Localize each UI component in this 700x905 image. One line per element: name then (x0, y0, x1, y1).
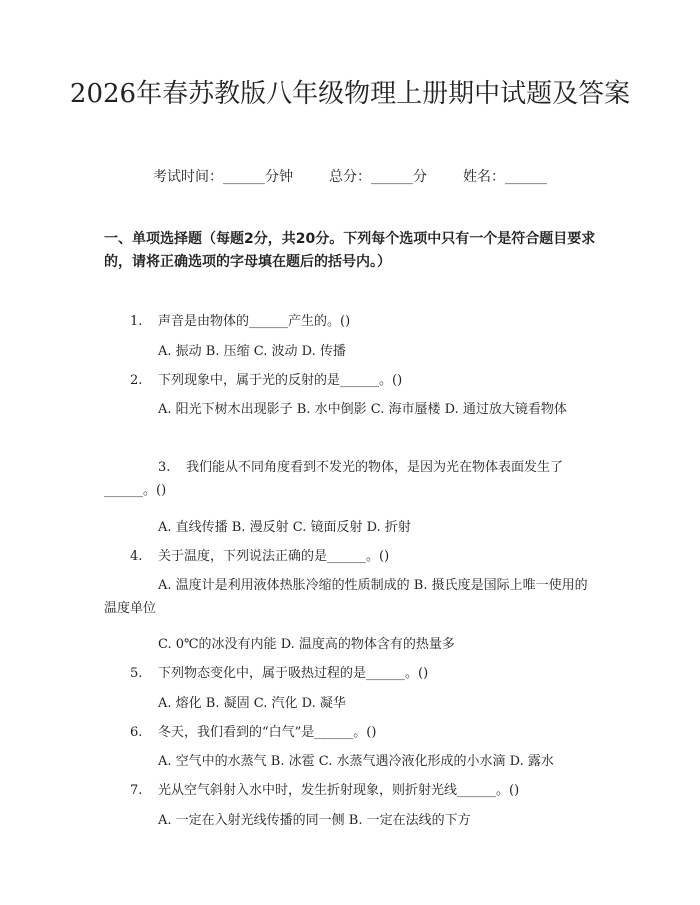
question-4-options-2: C. 0℃的冰没有内能 D. 温度高的物体含有的热量多 (158, 637, 455, 652)
question-text: 声音是由物体的______产生的。() (158, 314, 351, 329)
question-number: 1. (130, 314, 143, 329)
question-number: 5. (130, 666, 143, 681)
question-4 (104, 545, 598, 568)
question-text: 我们能从不同角度看到不发光的物体，是因为光在物体表面发生了______。() (104, 460, 564, 498)
question-5-options: A. 熔化 B. 凝固 C. 汽化 D. 凝华 (158, 696, 346, 711)
question-6-options: A. 空气中的水蒸气 B. 冰雹 C. 水蒸气遇冷液化形成的小水滴 D. 露水 (158, 754, 554, 769)
exam-time: 考试时间：______分钟 (153, 169, 293, 185)
question-7 (104, 779, 598, 802)
question-number: 6. (130, 725, 143, 740)
question-7-options: A. 一定在入射光线传播的同一侧 B. 一定在法线的下方 (158, 813, 471, 828)
question-text: 下列现象中，属于光的反射的是______。() (158, 373, 403, 388)
question-number: 7. (130, 783, 143, 798)
question-text: 冬天，我们看到的“白气”是______。() (158, 725, 377, 740)
question-text: 光从空气斜射入水中时，发生折射现象，则折射光线______。() (158, 783, 520, 798)
exam-name: 姓名：______ (463, 169, 547, 185)
section-heading: 一、单项选择题（每题2分，共20分。下列每个选项中只有一个是符合题目要求的，请将正确选项的字母填在题后的括号内。） (104, 231, 596, 270)
question-2-options: A. 阳光下树木出现影子 B. 水中倒影 C. 海市蜃楼 D. 通过放大镜看物体 (158, 402, 567, 417)
question-3-options: A. 直线传播 B. 漫反射 C. 镜面反射 D. 折射 (158, 520, 411, 535)
question-6 (104, 721, 598, 744)
question-1-options: A. 振动 B. 压缩 C. 波动 D. 传播 (158, 344, 346, 359)
question-number: 2. (130, 373, 143, 388)
question-5 (104, 662, 598, 685)
question-text: 下列物态变化中，属于吸热过程的是______。() (158, 666, 429, 681)
exam-score: 总分：______分 (329, 169, 427, 185)
question-4-options-1: A. 温度计是利用液体热胀冷缩的性质制成的 B. 摄氏度是国际上唯一使用的温度单位 (104, 578, 588, 616)
exam-info (0, 166, 700, 188)
page-title: 2026年春苏教版八年级物理上册期中试题及答案 (69, 79, 631, 109)
question-3 (104, 456, 598, 502)
question-number: 3. (158, 460, 171, 475)
question-2 (104, 369, 598, 392)
question-1 (104, 310, 598, 333)
question-text: 关于温度，下列说法正确的是______。() (158, 549, 390, 564)
question-number: 4. (130, 549, 143, 564)
